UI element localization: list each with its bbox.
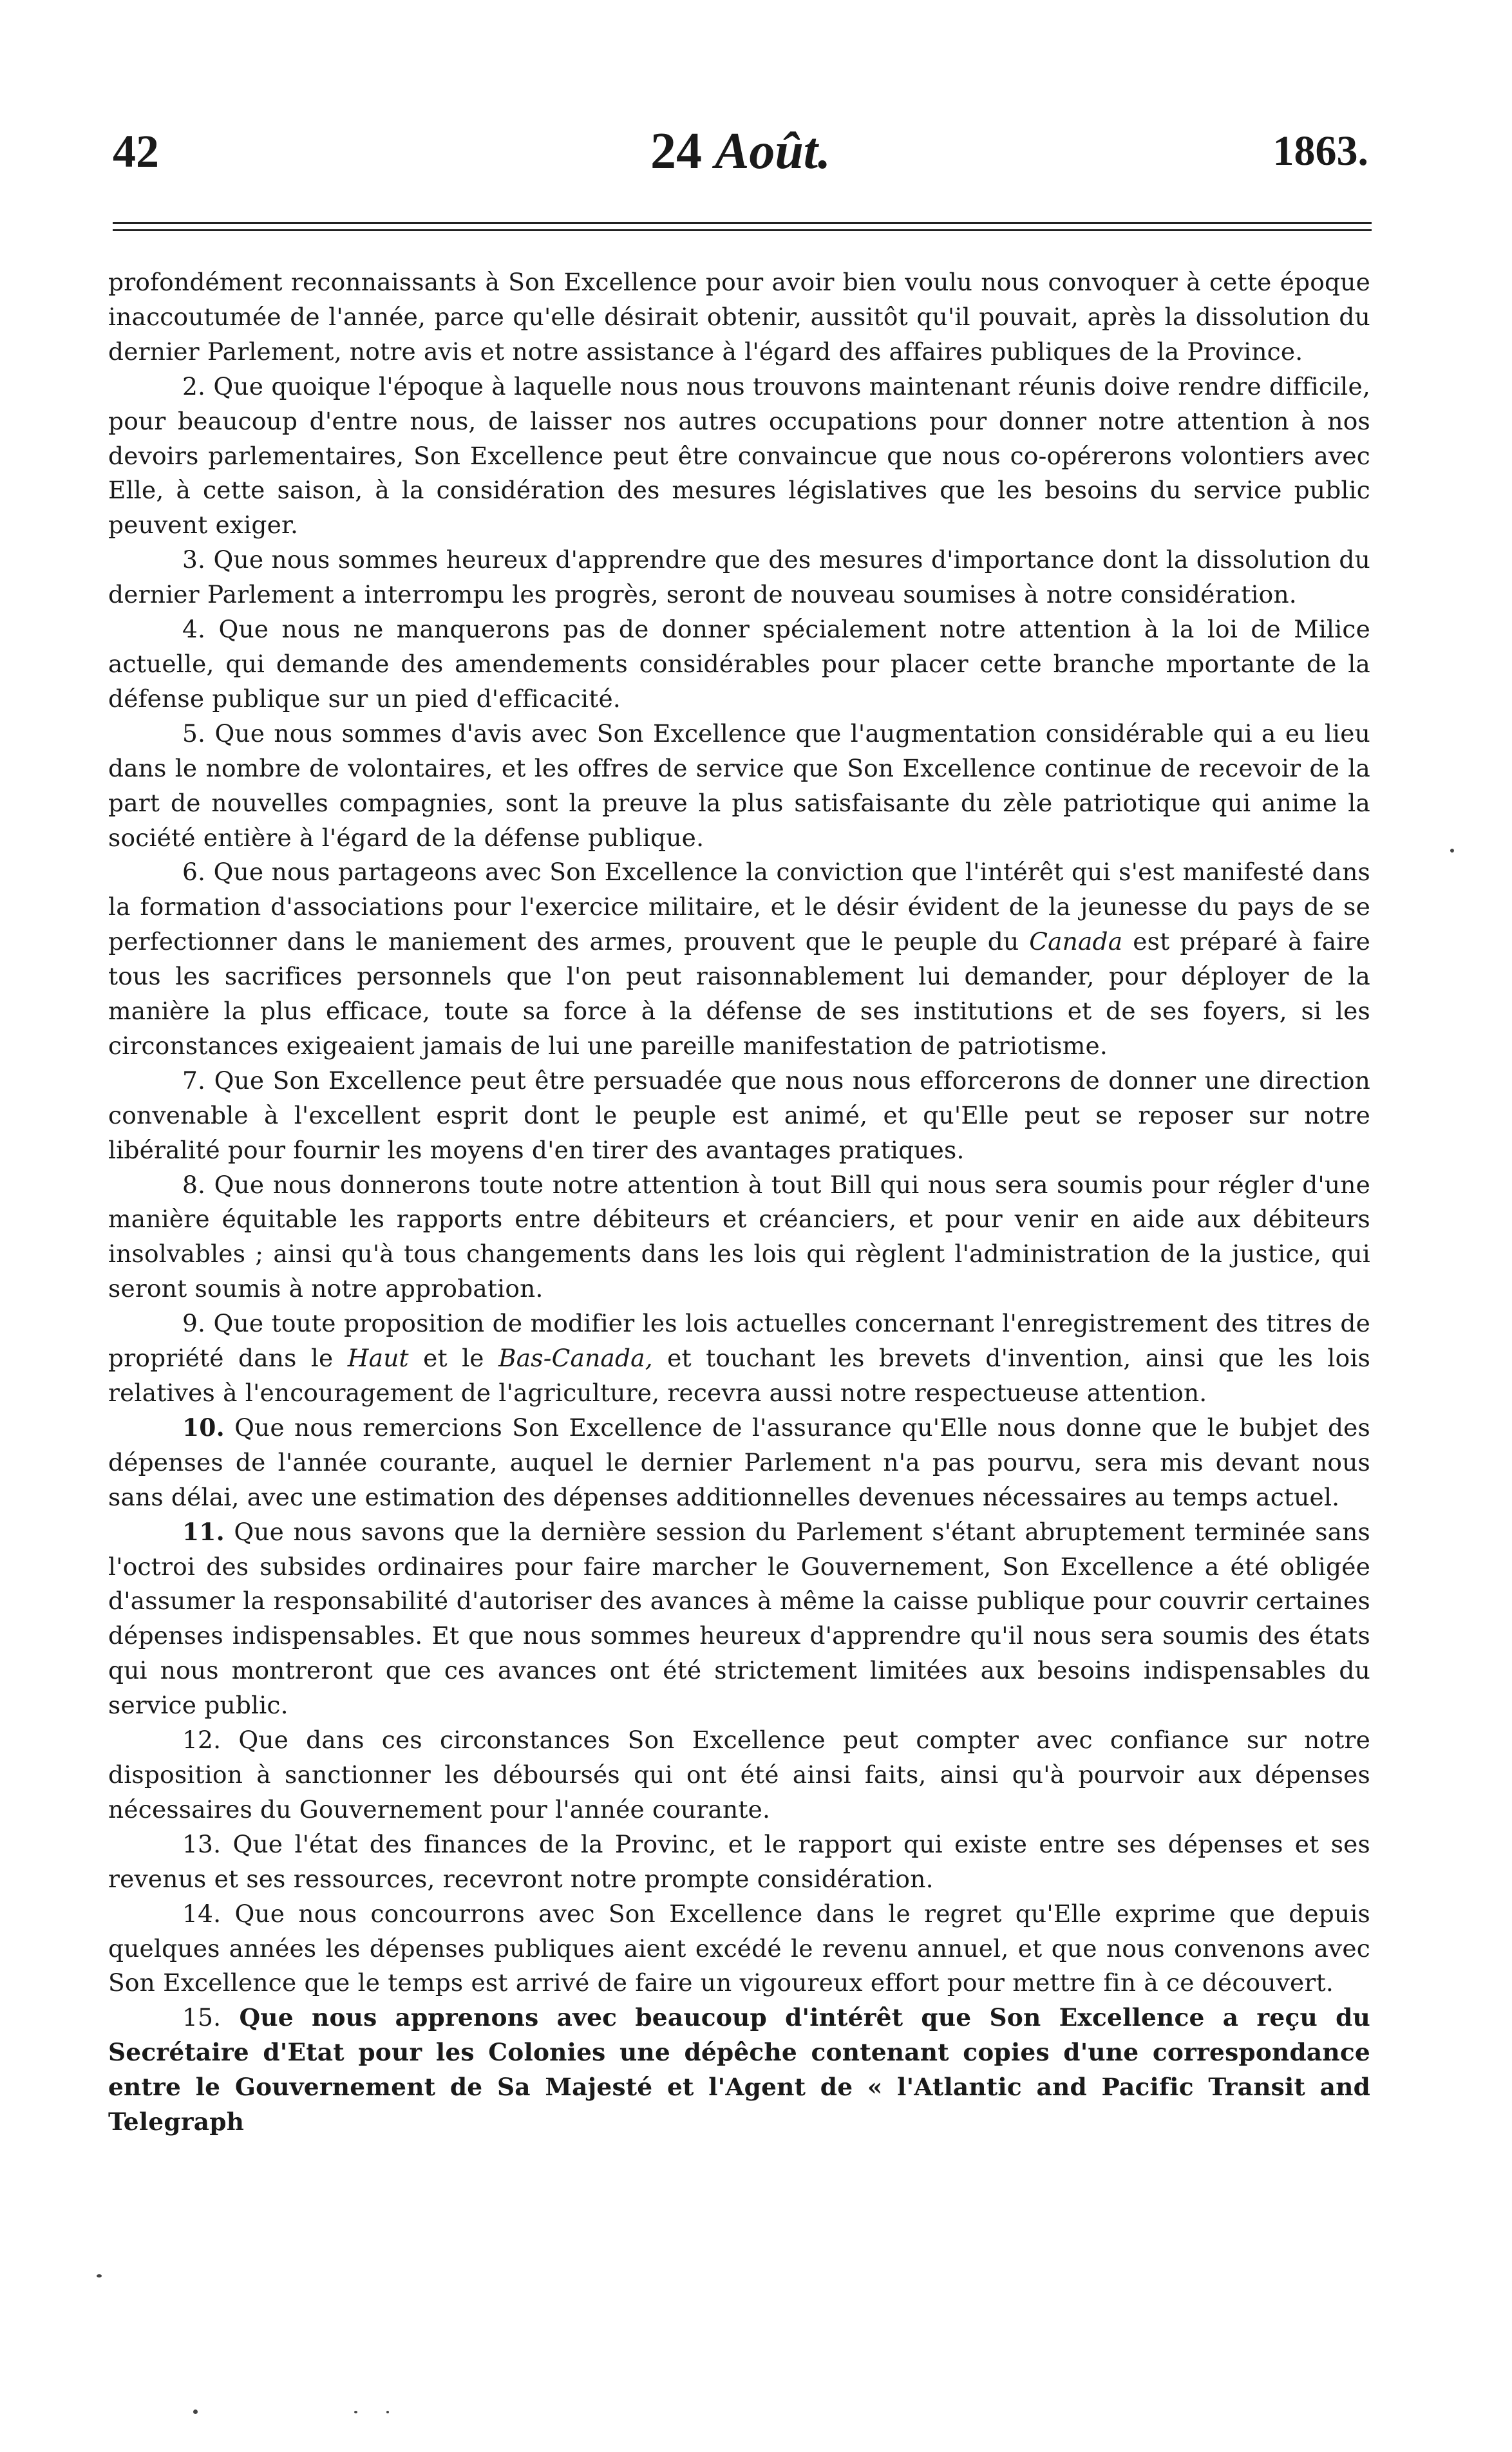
scan-speck [1450, 849, 1454, 853]
title-day: 24 [650, 123, 702, 180]
paragraph-10 [108, 1411, 1370, 1515]
paragraph-text-italic: Canada [1029, 927, 1123, 956]
paragraph-5 [108, 717, 1370, 856]
paragraph-text: Que l'état des finances de la Provinc, et le rapport qui existe entre ses dépenses et ses revenus et ses ressources, recevront notre prompte considération. [108, 1829, 1370, 1893]
paragraph-number: 9. [182, 1309, 206, 1338]
year: 1863. [1272, 127, 1368, 174]
paragraph-8 [108, 1168, 1370, 1307]
paragraph-text: Que nous sommes heureux d'apprendre que des mesures d'importance dont la dissolution du dernier Parlement a interrompu les progrès, seront de nouveau soumises à notre considération. [108, 545, 1370, 609]
paragraph-text: Que nous savons que la dernière session du Parlement s'étant abruptement terminée sans l'octroi des subsides ordinaires pour faire marcher le Gouvernement, Son Excellence a été obligée d'assumer la responsabilité d'autoriser des avances à même la caisse publique pour couvrir certaines dépenses indispensables. Et que nous sommes heureux d'apprendre qu'il nous sera soumis des états qui nous montreront que ces avances ont été strictement limitées aux besoins indispensables du service public. [108, 1517, 1370, 1720]
paragraph-13 [108, 1827, 1370, 1897]
title-month: Août. [714, 123, 831, 180]
paragraph-12 [108, 1723, 1370, 1827]
paragraph-number: 14. [182, 1899, 222, 1928]
paragraph-text: Que nous donnerons toute notre attention à tout Bill qui nous sera soumis pour régler d'une manière équitable les rapports entre débiteurs et créanciers, et pour venir en aide aux débiteurs insolvables ; ainsi qu'à tous changements dans les lois qui règlent l'administration de la justice, qui seront soumis à notre approbation. [108, 1170, 1371, 1303]
paragraph-11 [108, 1515, 1370, 1723]
paragraph-number: 7. [182, 1066, 206, 1095]
paragraph-15 [108, 2001, 1370, 2140]
body-text [108, 265, 1370, 2140]
paragraph-2 [108, 370, 1370, 543]
running-title [113, 122, 1368, 180]
paragraph-4 [108, 612, 1370, 717]
header-rule-bottom [113, 229, 1372, 231]
paragraph-text-post: et touchant les brevets d'invention, ainsi que les lois relatives à l'encouragement de l'agriculture, recevra aussi notre respectueuse attention. [108, 1344, 1371, 1407]
paragraph-text: Que nous remercions Son Excellence de l'assurance qu'Elle nous donne que le bubjet des dépenses de l'année courante, auquel le dernier Parlement n'a pas pourvu, sera mis devant nous sans délai, avec une estimation des dépenses additionnelles devenues nécessaires au temps actuel. [108, 1413, 1370, 1511]
paragraph-number: 12. [182, 1726, 222, 1755]
paragraph-number: 10. [182, 1413, 225, 1442]
paragraph-number: 3. [182, 545, 206, 574]
scan-speck [97, 2274, 102, 2278]
paragraph-text-italic-2: Bas-Canada, [498, 1344, 653, 1373]
paragraph-6 [108, 855, 1370, 1063]
paragraph-number: 2. [182, 372, 206, 401]
paragraph-text: Que nous concourrons avec Son Excellence dans le regret qu'Elle exprime que depuis quelques années les dépenses publiques aient excédé le revenu annuel, et que nous convenons avec Son Excellence que le temps est arrivé de faire un vigoureux effort pour mettre fin à ce découvert. [108, 1899, 1370, 1997]
scan-speck [354, 2411, 357, 2413]
paragraph-number: 15. [182, 2003, 222, 2032]
paragraph-text: Que quoique l'époque à laquelle nous nous trouvons maintenant réunis doive rendre difficile, pour beaucoup d'entre nous, de laisser nos autres occupations pour donner notre attention à nos devoirs parlementaires, Son Excellence peut être convaincue que nous co-opérerons volontiers avec Elle, à cette saison, à la considération des mesures législatives que les besoins du service public peuvent exiger. [108, 372, 1371, 540]
paragraph-9 [108, 1306, 1370, 1411]
intro-paragraph: profondément reconnaissants à Son Excellence pour avoir bien voulu nous convoquer à cette époque inaccoutumée de l'année, parce qu'elle désirait obtenir, aussitôt qu'il pouvait, après la dissolution du dernier Parlement, notre avis et notre assistance à l'égard des affaires publiques de la Province. [108, 268, 1370, 366]
paragraph-text: Que nous sommes d'avis avec Son Excellence que l'augmentation considérable qui a eu lieu dans le nombre de volontaires, et les offres de service que Son Excellence continue de recevoir de la part de nouvelles compagnies, sont la preuve la plus satisfaisante du zèle patriotique qui anime la société entière à l'égard de la défense publique. [108, 719, 1370, 852]
paragraph-text: Que Son Excellence peut être persuadée que nous nous efforcerons de donner une direction convenable à l'excellent esprit dont le peuple est animé, et qu'Elle peut se reposer sur notre libéralité pour fournir les moyens d'en tirer des avantages pratiques. [108, 1066, 1370, 1164]
paragraph-text: Que dans ces circonstances Son Excellence peut compter avec confiance sur notre disposition à sanctionner les déboursés qui ont été ainsi faits, ainsi qu'à pourvoir aux dépenses nécessaires du Gouvernement pour l'année courante. [108, 1726, 1370, 1824]
paragraph-14 [108, 1897, 1370, 2001]
scan-speck [193, 2410, 198, 2414]
paragraph-text-mid: et le [408, 1344, 498, 1373]
paragraph-text: Que nous ne manquerons pas de donner spécialement notre attention à la loi de Milice actuelle, qui demande des amendements considérables pour placer cette branche mportante de la défense publique sur un pied d'efficacité. [108, 615, 1371, 713]
page-number: 42 [113, 126, 159, 177]
paragraph-number: 8. [182, 1170, 206, 1199]
paragraph-3 [108, 543, 1370, 612]
paragraph-number: 6. [182, 858, 206, 887]
scan-speck [386, 2411, 389, 2413]
header-rule-top [113, 222, 1372, 224]
paragraph-text-pre: Que nous partageons avec Son Excellence la conviction que l'intérêt qui s'est manifesté dans la formation d'associations pour l'exercice militaire, et le désir évident de la jeunesse du pays de se perfectionner dans le maniement des armes, prouvent que le peuple du [108, 858, 1371, 956]
paragraph-text-pre: Que toute proposition de modifier les lois actuelles concernant l'enregistrement des titres de propriété dans le [108, 1309, 1370, 1373]
paragraph-number: 5. [182, 719, 206, 748]
paragraph-number: 4. [182, 615, 206, 644]
paragraph-number: 13. [182, 1829, 222, 1858]
paragraph-text-italic: Haut [347, 1344, 409, 1373]
paragraph-7 [108, 1064, 1370, 1168]
paragraph-number: 11. [182, 1517, 225, 1546]
page-header [113, 122, 1368, 180]
paragraph-text: Que nous apprenons avec beaucoup d'intérêt que Son Excellence a reçu du Secrétaire d'Etat pour les Colonies une dépêche contenant copies d'une correspondance entre le Gouvernement de Sa Majesté et l'Agent de « l'Atlantic and Pacific Transit and Telegraph [108, 2003, 1370, 2136]
paragraph-text-post: est préparé à faire tous les sacrifices personnels que l'on peut raisonnablement lui demander, pour déployer de la manière la plus efficace, toute sa force à la défense de ses institutions et de ses foyers, si les circonstances exigeaient jamais de lui une pareille manifestation de patriotisme. [108, 927, 1370, 1060]
